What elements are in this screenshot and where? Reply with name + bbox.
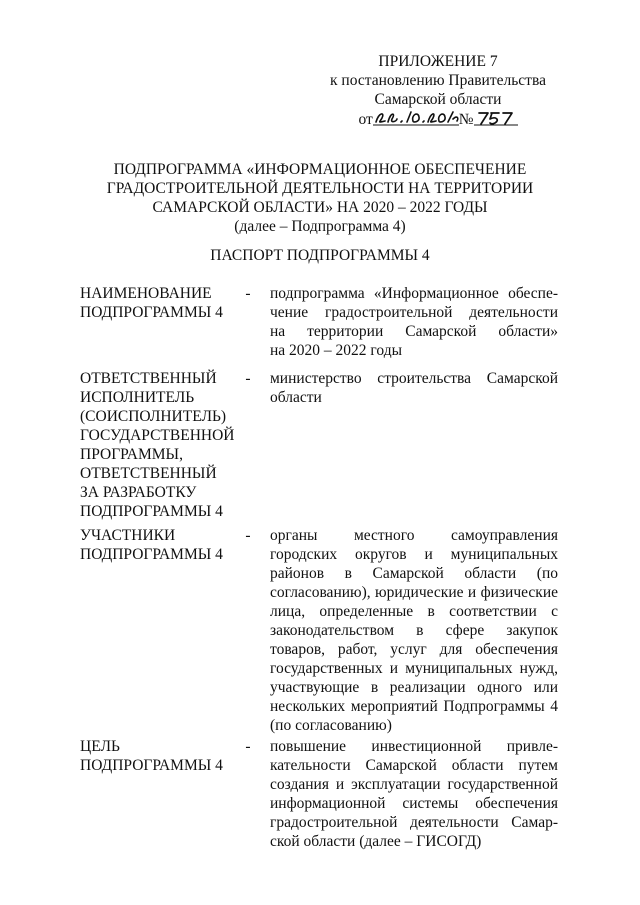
label-line: ЗА РАЗРАБОТКУ	[80, 484, 197, 501]
row-value	[270, 284, 558, 360]
value-line: повышение инвестиционной привле-	[270, 738, 558, 755]
value-line: кательности Самарской области путем	[270, 757, 558, 774]
value-line: лица, определенные в соответствии с	[270, 603, 558, 620]
number-prefix: №	[458, 111, 474, 128]
row-label	[80, 737, 245, 775]
row-value	[270, 737, 558, 851]
label-line: ПОДПРОГРАММЫ 4	[80, 757, 223, 774]
value-line: министерство строительства Самарской	[270, 370, 558, 387]
appendix-number: ПРИЛОЖЕНИЕ 7	[378, 53, 498, 70]
row-value	[270, 369, 558, 407]
label-line: (СОИСПОЛНИТЕЛЬ)	[80, 408, 227, 425]
value-line: районов в Самарской области (по	[270, 565, 558, 582]
value-line: законодательством в сфере закупок	[270, 622, 558, 639]
label-line: УЧАСТНИКИ	[80, 527, 176, 544]
value-line: государственных и муниципальных нужд,	[270, 660, 558, 677]
row-label	[80, 369, 245, 521]
passport-title: ПАСПОРТ ПОДПРОГРАММЫ 4	[210, 247, 430, 264]
label-line: ПРОГРАММЫ,	[80, 446, 183, 463]
handwritten-number	[474, 109, 518, 127]
handwritten-date	[373, 109, 459, 127]
appendix-header	[318, 52, 558, 129]
value-line: создания и эксплуатации государственной	[270, 776, 558, 793]
title-line-3: САМАРСКОЙ ОБЛАСТИ» НА 2020 – 2022 ГОДЫ	[152, 199, 488, 216]
label-line: ОТВЕТСТВЕННЫЙ	[80, 370, 217, 387]
value-line: на 2020 – 2022 годы	[270, 342, 402, 359]
value-line: (по согласованию)	[270, 717, 392, 734]
date-prefix: от	[358, 111, 373, 128]
value-line: товаров, работ, услуг для обеспечения	[270, 641, 558, 658]
label-line: ИСПОЛНИТЕЛЬ	[80, 389, 195, 406]
subprogram-title	[60, 160, 580, 236]
appendix-decree-ref: к постановлению Правительства	[330, 72, 546, 89]
value-line: ской области (далее – ГИСОГД)	[270, 833, 482, 850]
value-line: информационной системы обеспечения	[270, 795, 558, 812]
row-dash: -	[245, 285, 251, 302]
value-line: городских округов и муниципальных	[270, 546, 558, 563]
label-line: ПОДПРОГРАММЫ 4	[80, 503, 223, 520]
label-line: НАИМЕНОВАНИЕ	[80, 285, 212, 302]
row-dash: -	[245, 738, 251, 755]
label-line: ПОДПРОГРАММЫ 4	[80, 546, 223, 563]
title-line-1: ПОДПРОГРАММА «ИНФОРМАЦИОННОЕ ОБЕСПЕЧЕНИЕ	[113, 161, 527, 178]
value-line: области	[270, 389, 322, 406]
title-line-4: (далее – Подпрограмма 4)	[234, 218, 406, 235]
value-line: органы местного самоуправления	[270, 527, 558, 544]
appendix-date-number-line	[318, 109, 558, 129]
label-line: ЦЕЛЬ	[80, 738, 120, 755]
value-line: подпрограмма «Информационное обеспе-	[270, 285, 558, 302]
value-line: участвующие в реализации одного или	[270, 679, 558, 696]
row-label	[80, 526, 245, 564]
label-line: ГОСУДАРСТВЕННОЙ	[80, 427, 235, 444]
row-dash: -	[245, 370, 251, 387]
row-value	[270, 526, 558, 735]
value-line: согласованию), юридические и физические	[270, 584, 558, 601]
value-line: чение градостроительной деятельности	[270, 304, 558, 321]
value-line: нескольких мероприятий Подпрограммы 4	[270, 698, 558, 715]
label-line: ПОДПРОГРАММЫ 4	[80, 304, 223, 321]
label-line: ОТВЕТСТВЕННЫЙ	[80, 465, 217, 482]
value-line: градостроительной деятельности Самар-	[270, 814, 558, 831]
appendix-region: Самарской области	[374, 91, 502, 108]
value-line: на территории Самарской области»	[270, 323, 558, 340]
row-dash: -	[245, 527, 251, 544]
title-line-2: ГРАДОСТРОИТЕЛЬНОЙ ДЕЯТЕЛЬНОСТИ НА ТЕРРИТОРИИ	[106, 180, 534, 197]
row-label	[80, 284, 245, 322]
